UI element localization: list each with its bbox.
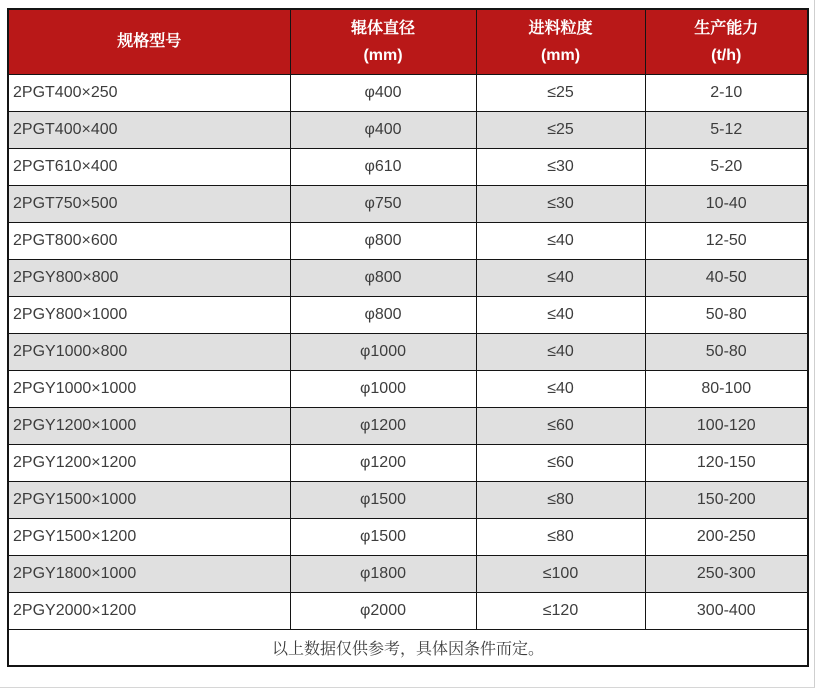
table-cell: 50-80 — [645, 333, 808, 370]
table-row — [8, 74, 808, 111]
header-unit: (mm) — [363, 46, 403, 64]
table-cell: φ1200 — [290, 444, 476, 481]
table-cell: φ400 — [290, 111, 476, 148]
table-cell: 40-50 — [645, 259, 808, 296]
header-title: 辊体直径 — [350, 19, 415, 37]
table-cell: 2PGY1800×1000 — [8, 555, 290, 592]
table-row — [8, 259, 808, 296]
table-cell: 2PGY1500×1200 — [8, 518, 290, 555]
table-cell: 2PGY1200×1200 — [8, 444, 290, 481]
table-footnote: 以上数据仅供参考，具体因条件而定。 — [8, 629, 808, 666]
table-cell: φ1500 — [290, 518, 476, 555]
table-header-row — [8, 9, 808, 74]
table-cell: 2PGY1000×1000 — [8, 370, 290, 407]
table-cell: 300-400 — [645, 592, 808, 629]
table-row — [8, 481, 808, 518]
table-row — [8, 333, 808, 370]
table-cell: ≤60 — [476, 444, 645, 481]
table-cell: ≤25 — [476, 111, 645, 148]
table-cell: 2PGT610×400 — [8, 148, 290, 185]
table-cell: 250-300 — [645, 555, 808, 592]
table-row — [8, 148, 808, 185]
table-cell: φ1200 — [290, 407, 476, 444]
table-row — [8, 518, 808, 555]
table-cell: φ1000 — [290, 333, 476, 370]
table-row — [8, 407, 808, 444]
table-cell: 2PGT800×600 — [8, 222, 290, 259]
table-cell: 5-12 — [645, 111, 808, 148]
table-cell: 50-80 — [645, 296, 808, 333]
table-cell: φ2000 — [290, 592, 476, 629]
table-cell: 2PGY1000×800 — [8, 333, 290, 370]
table-cell: ≤40 — [476, 333, 645, 370]
table-cell: 2PGY800×800 — [8, 259, 290, 296]
table-cell: 100-120 — [645, 407, 808, 444]
table-cell: φ800 — [290, 296, 476, 333]
table-cell: 200-250 — [645, 518, 808, 555]
table-cell: ≤30 — [476, 185, 645, 222]
table-row — [8, 296, 808, 333]
table-cell: φ1800 — [290, 555, 476, 592]
table-cell: ≤60 — [476, 407, 645, 444]
table-cell: φ400 — [290, 74, 476, 111]
table-cell: φ1000 — [290, 370, 476, 407]
header-cell-2 — [476, 9, 645, 74]
table-cell: φ1500 — [290, 481, 476, 518]
table-cell: ≤100 — [476, 555, 645, 592]
table-cell: φ610 — [290, 148, 476, 185]
table-footer — [8, 629, 808, 666]
table-cell: 2-10 — [645, 74, 808, 111]
table-row — [8, 370, 808, 407]
table-cell: 12-50 — [645, 222, 808, 259]
table-row — [8, 111, 808, 148]
spec-table — [7, 8, 809, 667]
table-footer-row — [8, 629, 808, 666]
table-cell: ≤40 — [476, 222, 645, 259]
table-cell: 2PGY2000×1200 — [8, 592, 290, 629]
table-cell: φ800 — [290, 222, 476, 259]
table-cell: 120-150 — [645, 444, 808, 481]
table-cell: 5-20 — [645, 148, 808, 185]
header-title: 生产能力 — [694, 19, 759, 37]
table-cell: ≤40 — [476, 296, 645, 333]
table-cell: 2PGT400×400 — [8, 111, 290, 148]
header-cell-1 — [290, 9, 476, 74]
table-cell: 2PGY800×1000 — [8, 296, 290, 333]
table-cell: ≤25 — [476, 74, 645, 111]
table-row — [8, 592, 808, 629]
table-row — [8, 555, 808, 592]
table-cell: 150-200 — [645, 481, 808, 518]
table-cell: ≤40 — [476, 259, 645, 296]
header-unit: (t/h) — [711, 46, 742, 64]
table-header — [8, 9, 808, 74]
header-title: 进料粒度 — [528, 19, 593, 37]
table-cell: ≤80 — [476, 518, 645, 555]
table-cell: 2PGY1200×1000 — [8, 407, 290, 444]
table-cell: 80-100 — [645, 370, 808, 407]
table-cell: ≤120 — [476, 592, 645, 629]
table-cell: 2PGT750×500 — [8, 185, 290, 222]
table-row — [8, 444, 808, 481]
header-cell-0 — [8, 9, 290, 74]
table-cell: ≤30 — [476, 148, 645, 185]
header-cell-3 — [645, 9, 808, 74]
table-cell: 2PGY1500×1000 — [8, 481, 290, 518]
header-title: 规格型号 — [117, 33, 182, 51]
table-cell: 10-40 — [645, 185, 808, 222]
table-body — [8, 74, 808, 629]
header-unit: (mm) — [540, 46, 581, 64]
table-cell: ≤40 — [476, 370, 645, 407]
table-row — [8, 222, 808, 259]
table-cell: ≤80 — [476, 481, 645, 518]
table-cell: φ750 — [290, 185, 476, 222]
table-cell: 2PGT400×250 — [8, 74, 290, 111]
table-row — [8, 185, 808, 222]
table-cell: φ800 — [290, 259, 476, 296]
